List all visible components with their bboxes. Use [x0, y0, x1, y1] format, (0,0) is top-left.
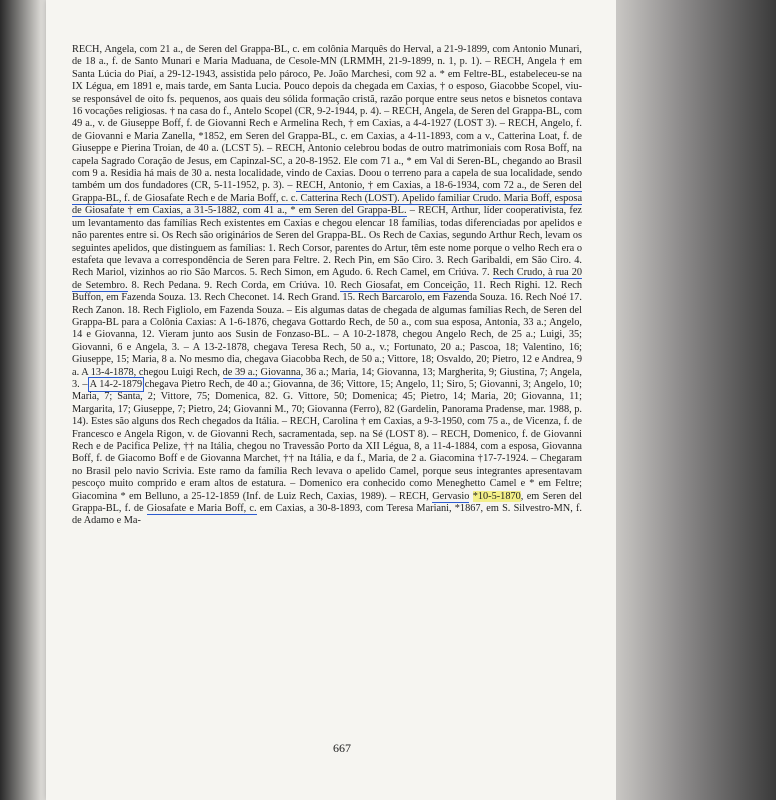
- pen-boxed-date: A 14-2-1879: [89, 378, 143, 390]
- text-run: , 36 a.; Maria, 14; Giovanna, 13; Margherita, 9; Giustina, 7; Angela, 3. –: [72, 366, 582, 390]
- pen-underlined-text: Rech Giosafat, em Conceição,: [340, 279, 470, 291]
- pen-underlined-text: de 39 a.; Giovanna: [222, 366, 301, 378]
- text-run: 11. Rech Righi. 12. Rech Buffon, em Fazenda Souza. 13. Rech Checonet. 14. Rech Grand. 15. Rech Barcarolo, em Fazenda Souza. 16. Rech Noé 17. Rech Zanon. 18. Rech Figliolo, em Fazenda Souza. – Eis algumas datas de chegada de algumas famílias Rech, de Seren del Grappa-BL para a Colônia Caxias: A 1-6-1876, chegava Gottardo Rech, de 50 a., com sua esposa, Antonia, 33 a.; Angelo, 14 e Giovanna, 12. Vieram junto aos Susin de Fonzaso-BL. – A 10-2-1878, chegou Angelo Rech, de 25 a.; Luigi, 35; Giovanni, 6 e Angela, 3. – A 13-2-1878, chegava Teresa Rech, 50 a., v.; Fortunato, 20 a.; Pascoa, 18; Valentino, 16; Giuseppe, 15; Maria, 8 a. No mesmo dia, chegava Giacobba Rech, de 50 a.; Vittore, 18; Osvaldo, 20; Pietro, 12 e Andrea, 9 a. A 13-4-1878, chegou Luigi Rech,: [72, 279, 582, 378]
- pen-underlined-text: RECH, Antonio, † em Caxias, a 18-6-1934, com 72 a., de Seren del Grappa-BL, f. de Giosafate Rech e de Maria Boff, c. c. Catterina Rech (LOST). Apelido familiar Crudo. Maria Boff, esposa de Giosafate † em Caxias, a 31-5-1882, com 41 a., * em Seren del Grappa-BL.: [72, 180, 583, 217]
- text-run: , em Seren del Grappa-BL, f. de: [72, 490, 582, 515]
- pen-underlined-text: Gervasio: [432, 490, 470, 502]
- body-paragraph: [72, 44, 582, 528]
- page-number: 667: [333, 741, 351, 755]
- scan-right-background: [616, 0, 776, 800]
- pen-underlined-text: Giosafate e Maria Boff, c.: [146, 503, 257, 515]
- text-run: em Caxias, a 30-8-1893, com Teresa Mariani, *1867, em S. Silvestro-MN, f. de Adamo e Ma-: [72, 503, 582, 527]
- highlighted-date: *10-5-1870: [472, 490, 521, 502]
- text-run: RECH, Angela, com 21 a., de Seren del Grappa-BL, c. em colônia Marquês do Herval, a 21-9-1899, com Antonio Munari, de 18 a., f. de Santo Munari e Maria Maduana, de Cesole-MN (LRMMH, 21-9-1899, n. 1, p. 1). – RECH, Angela † em Santa Lúcia do Piaí, a 29-12-1943, assistida pelo pároco, Pe. João Marchesi, com 92 a. * em Feltre-BL, estabeleceu-se na IX Légua, em 1891 e, mais tarde, em Santa Lucia. Pouco depois da chegada em Caxias, † o esposo, Giacobbe Scopel, viu-se responsável de oito fs. pequenos, aos quais deu sólida formação cristã, razão porque entre seus netos e bisnetos contava 16 vocações religiosas. † na casa do f., Antelo Scopel (CR, 9-2-1944, p. 4). – RECH, Angela, de Seren del Grappa-BL, com 49 a., v. de Giuseppe Boff, f. de Giovanni Rech e Armelina Rech, † em Caxias, a 4-4-1927 (LOST 3). – RECH, Angelo, f. de Giovanni e Maria Zanella, *1852, em Seren del Grappa-BL, c. em Caxias, a 4-11-1893, com a v., Catterina Loat, f. de Giuseppe e Pierina Troian, de 40 a. (LCST 5). – RECH, Antonio celebrou bodas de outro matrimoniais com Rosa Boff, na capela Sagrado Coração de Jesus, em Capinzal-SC, a 20-8-1952. Ele com 71 a., * em Val di Seren-BL, chegando ao Brasil com 9 a. Residia há mais de 30 a. nesta localidade, vindo de Caxias. Doou o terreno para a capela de sua localidade, sendo também um dos fundadores (CR, 5-11-1952, p. 3). –: [72, 44, 582, 192]
- text-run: – RECH, Arthur, líder cooperativista, fez um levantamento das famílias Rech existentes em Caxias e chegou elencar 18 famílias, todas diferenciadas por apelidos e não parentes entre si. Os Rech são originários de Seren del Grappa-BL. Os Rech de Caxias, segundo Arthur Rech, levam os seguintes apelidos, que distinguem as famílias: 1. Rech Corsor, parentes do Artur, têm este nome porque o velho Rech era o estafeta que levava a correspondência de Seren para Feltre. 2. Rech Pin, em São Ciro. 3. Rech Garibaldi, em São Ciro. 4. Rech Mariol, vizinhos ao rio São Marcos. 5. Rech Simon, em Agudo. 6. Rech Camel, em Criúva. 7.: [72, 205, 582, 279]
- text-run: chegava Pietro Rech, de 40 a.; Giovanna, de 36; Vittore, 15; Angelo, 11; Siro, 5; Giovanni, 3; Angelo, 10; Maria, 7; Santa, 2; Vittore, 75; Domenica, 82. G. Vittore, 50; Domenica; 45; Pietro, 14; Maria, 20; Giovanna, 11; Margarita, 17; Giuseppe, 7; Pietro, 24; Giovanni M., 70; Giovanna (Ferro), 82 (Gardelin, Panorama Pradense, mar. 1988, p. 14). Estes são alguns dos Rech chegados da Itália. – RECH, Carolina † em Caxias, a 9-3-1950, com 75 a., de Vicenza, f. de Francesco e Angela Rigon, v. de Giovanni Rech, sacramentada, sep. na Sé (LOST 8). – RECH, Domenico, f. de Giovanni Rech e de Pacifica Pelize, †† na Itália, chegou no Travessão Porto da XII Légua, 8, a 11-4-1884, com a esposa, Giovanna Boff, f. de Giacomo Boff e de Giovanna Marchet, †† na Itália, e da f., Maria, de 2 a. Giacomina †17-7-1924. – Chegaram no Brasil pelo navio Scrivia. Este ramo da família Rech levava o apelido Camel, porque seus integrantes apresentavam pescoço muito comprido e eram altos de estatura. – Domenico era conhecido como Meneghetto Camel e * em Feltre; Giacomina * em Belluno, a 25-12-1859 (Inf. de Luiz Rech, Caxias, 1989). – RECH,: [72, 378, 582, 502]
- pen-underlined-text: Rech Crudo, à rua 20 de Setembro.: [72, 267, 582, 291]
- genealogy-entry-text: [72, 44, 582, 528]
- text-run: 8. Rech Pedana. 9. Rech Corda, em Criúva. 10.: [127, 279, 341, 291]
